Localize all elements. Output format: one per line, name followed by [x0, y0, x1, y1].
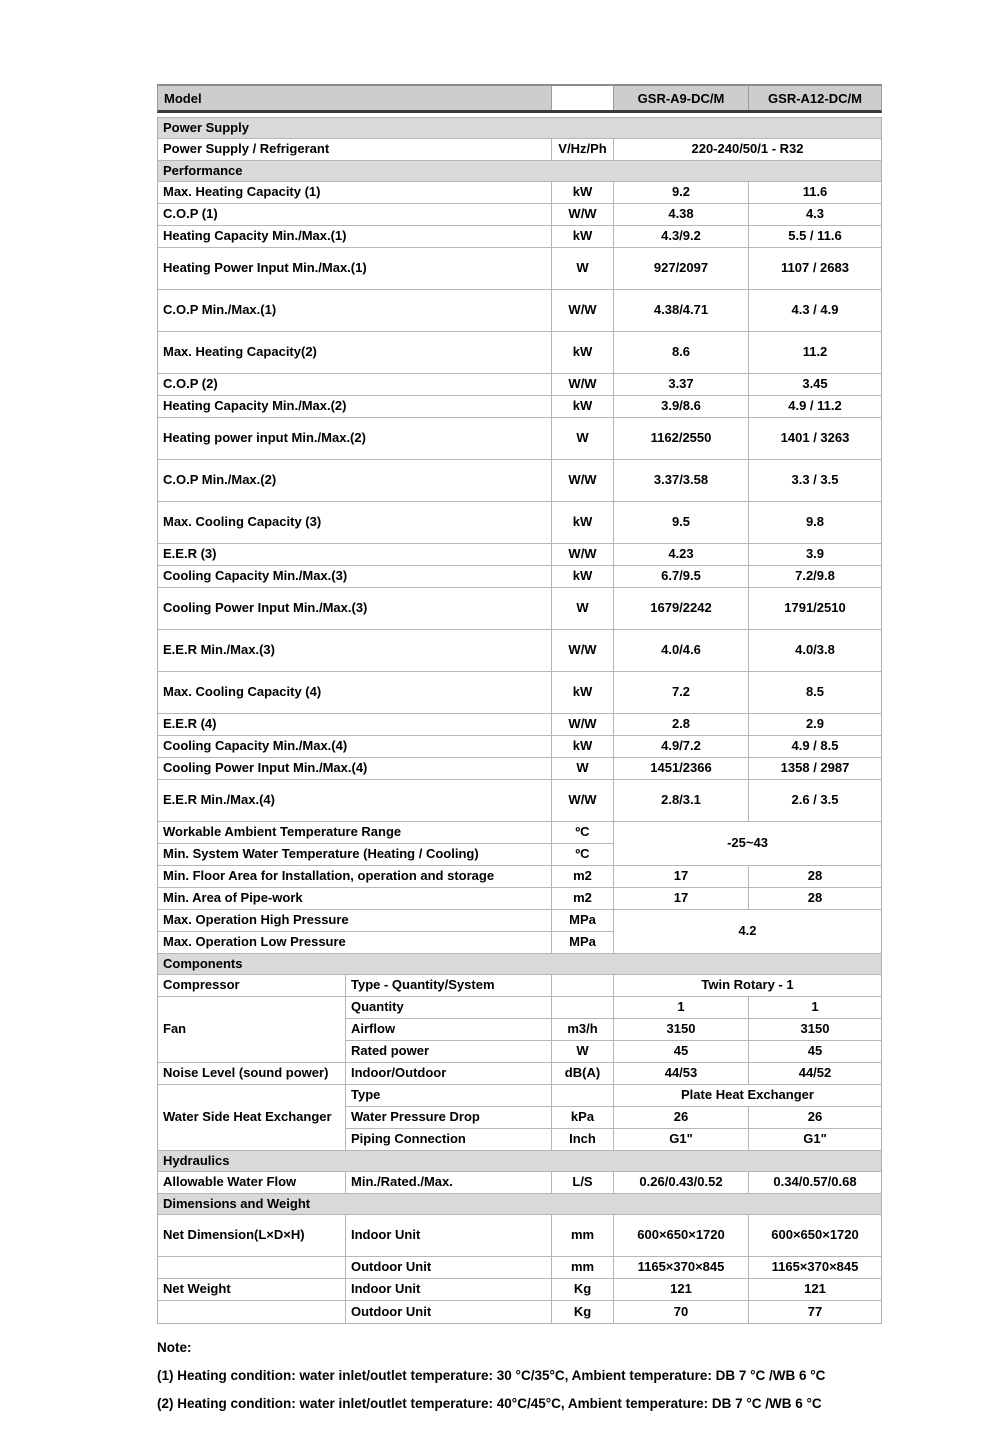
value-cell: 6.7/9.5 — [614, 566, 749, 588]
value-cell: 7.2/9.8 — [749, 566, 881, 588]
unit-cell: Kg — [552, 1279, 614, 1301]
value-cell: 4.3 / 4.9 — [749, 290, 881, 332]
value-cell: 121 — [749, 1279, 881, 1301]
row-label: Power Supply / Refrigerant — [158, 139, 552, 161]
value-cell: 600×650×1720 — [749, 1215, 881, 1257]
value-cell: G1" — [749, 1129, 881, 1151]
value-cell: 3.9/8.6 — [614, 396, 749, 418]
row-sublabel: Quantity — [346, 997, 552, 1019]
row-sublabel: Type — [346, 1085, 552, 1107]
value-cell: 45 — [749, 1041, 881, 1063]
unit-cell: W/W — [552, 714, 614, 736]
value-cell: 28 — [749, 866, 881, 888]
row-label: Max. Heating Capacity(2) — [158, 332, 552, 374]
row-label: Heating power input Min./Max.(2) — [158, 418, 552, 460]
unit-cell — [552, 1085, 614, 1107]
value-cell: 44/52 — [749, 1063, 881, 1085]
unit-cell: W/W — [552, 460, 614, 502]
value-cell: 1679/2242 — [614, 588, 749, 630]
component-label: Net Weight — [158, 1279, 346, 1301]
value-cell: 77 — [807, 1303, 823, 1319]
note-line-1: (1) Heating condition: water inlet/outlet temperature: 30 °C/35°C, Ambient temperature: DB 7 °C /WB 6 °C — [157, 1368, 826, 1383]
value-cell: 4.0/4.6 — [614, 630, 749, 672]
row-label: Heating Power Input Min./Max.(1) — [158, 248, 552, 290]
value-cell: 3.9 — [749, 544, 881, 566]
row-label: E.E.R (3) — [158, 544, 552, 566]
unit-cell: kW — [552, 226, 614, 248]
value-cell: 3.45 — [749, 374, 881, 396]
section-row: Performance — [158, 161, 881, 182]
row-label: C.O.P (2) — [158, 374, 552, 396]
row-label: Heating Capacity Min./Max.(2) — [158, 396, 552, 418]
row-sublabel: Piping Connection — [346, 1129, 552, 1151]
model-header-label: Model — [158, 86, 552, 110]
value-cell: 17 — [614, 866, 749, 888]
unit-cell: kW — [552, 182, 614, 204]
value-cell: 0.34/0.57/0.68 — [749, 1172, 881, 1194]
value-cell: 3150 — [749, 1019, 881, 1041]
row-label: Max. Cooling Capacity (4) — [158, 672, 552, 714]
row-label: Workable Ambient Temperature Range — [158, 822, 552, 844]
unit-cell: m3/h — [552, 1019, 614, 1041]
row-label: Max. Heating Capacity (1) — [158, 182, 552, 204]
unit-cell: kW — [552, 502, 614, 544]
value-cell: 1107 / 2683 — [749, 248, 881, 290]
value-cell: 11.6 — [749, 182, 881, 204]
value-cell: 1162/2550 — [614, 418, 749, 460]
row-sublabel: Outdoor Unit — [346, 1257, 552, 1279]
unit-cell: W/W — [552, 780, 614, 822]
value-cell: 70 — [614, 1301, 749, 1323]
unit-cell: Inch — [552, 1129, 614, 1151]
component-label: Allowable Water Flow — [158, 1172, 346, 1194]
row-sublabel: Min./Rated./Max. — [346, 1172, 552, 1194]
value-cell: 45 — [614, 1041, 749, 1063]
section-row: Components — [158, 954, 881, 975]
unit-cell — [552, 975, 614, 997]
component-label: Fan — [158, 997, 346, 1063]
value-cell: 600×650×1720 — [614, 1215, 749, 1257]
row-sublabel: Water Pressure Drop — [346, 1107, 552, 1129]
merged-value-cell: Twin Rotary - 1 — [614, 975, 881, 997]
unit-cell: kW — [552, 332, 614, 374]
value-cell: 2.8/3.1 — [614, 780, 749, 822]
value-cell: 4.3 — [749, 204, 881, 226]
row-label: C.O.P Min./Max.(1) — [158, 290, 552, 332]
value-cell: 3.37/3.58 — [614, 460, 749, 502]
unit-cell: V/Hz/Ph — [552, 139, 614, 161]
value-cell: 9.2 — [614, 182, 749, 204]
value-cell: 11.2 — [749, 332, 881, 374]
value-cell: 3.37 — [614, 374, 749, 396]
value-cell: 1358 / 2987 — [749, 758, 881, 780]
value-cell: 2.6 / 3.5 — [749, 780, 881, 822]
notes — [157, 1334, 825, 1418]
value-cell: 1791/2510 — [749, 588, 881, 630]
value-cell: 9.8 — [749, 502, 881, 544]
unit-cell: kW — [552, 396, 614, 418]
row-sublabel: Indoor Unit — [346, 1279, 552, 1301]
row-label: Min. Area of Pipe-work — [158, 888, 552, 910]
value-cell: 9.5 — [614, 502, 749, 544]
unit-cell: Kg — [552, 1301, 614, 1323]
unit-cell: W — [552, 758, 614, 780]
row-label: Max. Operation High Pressure — [158, 910, 552, 932]
row-label: Cooling Capacity Min./Max.(3) — [158, 566, 552, 588]
value-cell: 2.9 — [749, 714, 881, 736]
value-cell: 4.9/7.2 — [614, 736, 749, 758]
value-cell: 1165×370×845 — [749, 1257, 881, 1279]
value-cell: 4.38 — [614, 204, 749, 226]
unit-cell: m2 — [552, 866, 614, 888]
row-label: Min. System Water Temperature (Heating / Cooling) — [158, 844, 552, 866]
row-label: E.E.R Min./Max.(4) — [158, 780, 552, 822]
merged-value-cell: 220-240/50/1 - R32 — [614, 139, 881, 161]
component-label: Net Dimension(L×D×H) — [158, 1215, 346, 1257]
row-label: E.E.R Min./Max.(3) — [158, 630, 552, 672]
merged-value-cell: -25~43 — [614, 822, 881, 866]
value-cell: 1 — [749, 997, 881, 1019]
value-cell: 8.5 — [749, 672, 881, 714]
value-cell: 4.3/9.2 — [614, 226, 749, 248]
model-name-a9: GSR-A9-DC/M — [614, 86, 749, 110]
row-label: Cooling Power Input Min./Max.(4) — [158, 758, 552, 780]
value-cell: 4.9 / 11.2 — [749, 396, 881, 418]
model-header-unit-spacer — [552, 86, 614, 110]
component-label: Noise Level (sound power) — [158, 1063, 346, 1085]
row-label: C.O.P (1) — [158, 204, 552, 226]
row-sublabel: Outdoor Unit — [346, 1301, 552, 1323]
notes-title: Note: — [157, 1340, 192, 1355]
value-cell: 2.8 — [614, 714, 749, 736]
unit-cell: L/S — [552, 1172, 614, 1194]
row-sublabel: Airflow — [346, 1019, 552, 1041]
value-cell: 4.38/4.71 — [614, 290, 749, 332]
value-cell: 4.0/3.8 — [749, 630, 881, 672]
component-label: Water Side Heat Exchanger — [158, 1085, 346, 1151]
unit-cell: m2 — [552, 888, 614, 910]
row-sublabel: Rated power — [346, 1041, 552, 1063]
value-cell: 927/2097 — [614, 248, 749, 290]
unit-cell: W — [552, 248, 614, 290]
row-sublabel: Type - Quantity/System — [346, 975, 552, 997]
component-label — [158, 1257, 346, 1279]
section-row: Hydraulics — [158, 1151, 881, 1172]
unit-cell: kW — [552, 566, 614, 588]
row-label: Cooling Capacity Min./Max.(4) — [158, 736, 552, 758]
unit-cell: kPa — [552, 1107, 614, 1129]
unit-cell: MPa — [552, 910, 614, 932]
value-cell: 44/53 — [614, 1063, 749, 1085]
component-label: Compressor — [158, 975, 346, 997]
value-cell: 3150 — [614, 1019, 749, 1041]
unit-cell: kW — [552, 672, 614, 714]
unit-cell: W/W — [552, 630, 614, 672]
value-cell: 1165×370×845 — [614, 1257, 749, 1279]
unit-cell: mm — [552, 1257, 614, 1279]
unit-cell: W — [552, 1041, 614, 1063]
value-cell: 0.26/0.43/0.52 — [614, 1172, 749, 1194]
row-label: Max. Cooling Capacity (3) — [158, 502, 552, 544]
unit-cell: ºC — [552, 844, 614, 866]
value-cell: 28 — [749, 888, 881, 910]
value-cell: 5.5 / 11.6 — [749, 226, 881, 248]
value-cell: 1401 / 3263 — [749, 418, 881, 460]
value-cell: 4.23 — [614, 544, 749, 566]
value-cell: 3.3 / 3.5 — [749, 460, 881, 502]
unit-cell: W — [552, 418, 614, 460]
value-cell: 4.9 / 8.5 — [749, 736, 881, 758]
unit-cell: kW — [552, 736, 614, 758]
value-cell: 121 — [614, 1279, 749, 1301]
unit-cell: ºC — [552, 822, 614, 844]
merged-value-cell: 4.2 — [614, 910, 881, 954]
row-label: Heating Capacity Min./Max.(1) — [158, 226, 552, 248]
section-row: Power Supply — [158, 118, 881, 139]
unit-cell: W — [552, 588, 614, 630]
unit-cell — [552, 997, 614, 1019]
row-label: Max. Operation Low Pressure — [158, 932, 552, 954]
value-cell: 1451/2366 — [614, 758, 749, 780]
row-label: Min. Floor Area for Installation, operation and storage — [158, 866, 552, 888]
note-line-2: (2) Heating condition: water inlet/outlet temperature: 40°C/45°C, Ambient temperature: DB 7 °C /WB 6 °C — [157, 1396, 822, 1411]
unit-cell: W/W — [552, 290, 614, 332]
row-sublabel: Indoor/Outdoor — [346, 1063, 552, 1085]
merged-value-cell: Plate Heat Exchanger — [614, 1085, 881, 1107]
spec-table — [157, 117, 882, 1324]
row-sublabel: Indoor Unit — [346, 1215, 552, 1257]
unit-cell: dB(A) — [552, 1063, 614, 1085]
value-cell: 26 — [614, 1107, 749, 1129]
unit-cell: mm — [552, 1215, 614, 1257]
value-cell: 8.6 — [614, 332, 749, 374]
value-cell: 7.2 — [614, 672, 749, 714]
unit-cell: W/W — [552, 544, 614, 566]
unit-cell: MPa — [552, 932, 614, 954]
component-label — [158, 1301, 346, 1323]
section-row: Dimensions and Weight — [158, 1194, 881, 1215]
value-cell: G1" — [614, 1129, 749, 1151]
unit-cell: W/W — [552, 374, 614, 396]
row-label: Cooling Power Input Min./Max.(3) — [158, 588, 552, 630]
row-label: E.E.R (4) — [158, 714, 552, 736]
row-label: C.O.P Min./Max.(2) — [158, 460, 552, 502]
value-cell: 17 — [614, 888, 749, 910]
model-name-a12: GSR-A12-DC/M — [749, 86, 881, 110]
unit-cell: W/W — [552, 204, 614, 226]
value-cell: 26 — [749, 1107, 881, 1129]
value-cell: 1 — [614, 997, 749, 1019]
model-header-row — [157, 84, 882, 113]
